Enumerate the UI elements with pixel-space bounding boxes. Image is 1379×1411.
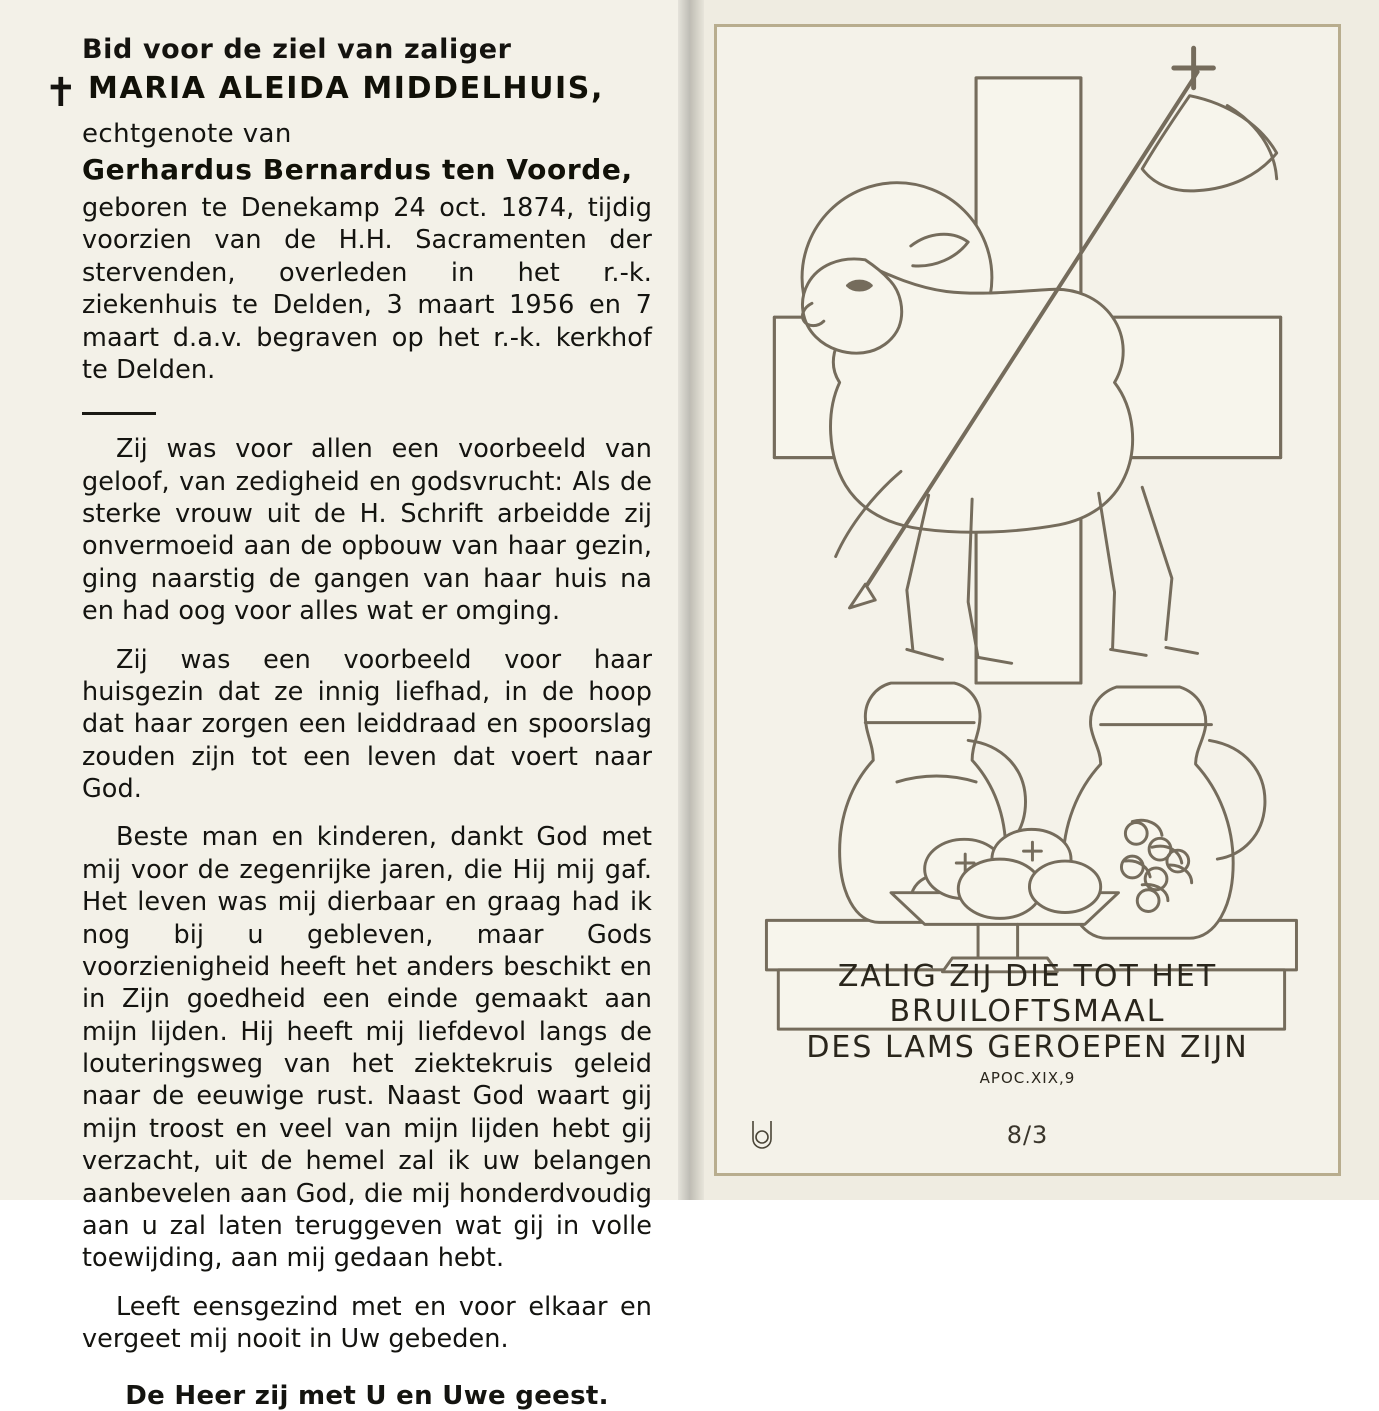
illustration-frame [714, 24, 1341, 1176]
eulogy-paragraph-2: Zij was een voorbeeld voor haar huisgezin dat ze innig liefhad, in de hoop dat haar zorgen een leiddraad en spoorslag zouden zijn tot een leven dat voert naar God. [82, 644, 652, 804]
spouse-label: echtgenote van [82, 119, 292, 149]
eulogy-paragraph-1: Zij was voor allen een voorbeeld van geloof, van zedigheid en godsvrucht: Als de sterke vrouw uit de H. Schrift arbeidde zij onvermoeid aan de opbouw van haar gezin, ging naarstig de gangen van haar huis na en had oog voor alles wat er omging. [82, 434, 652, 627]
verse-reference: APOC.XIX,9 [979, 1069, 1076, 1087]
spouse-name: Gerhardus Bernardus ten Voorde, [82, 153, 633, 186]
verse-line-3: DES LAMS GEROEPEN ZIJN [806, 1029, 1249, 1065]
eulogy-paragraph-3: Beste man en kinderen, dankt God met mij voor de zegenrijke jaren, die Hij mij gaf. Het leven was mij dierbaar en graag had ik nog bij u gebleven, maar Gods voorzienigheid heeft het anders beschikt en in Zijn goedheid een einde gemaakt aan mijn lijden. Hij heeft mij liefdevol langs de louteringsweg van het ziektekruis geleid naar de eeuwige rust. Naast God waart gij mijn troost en veel van mijn lijden hebt gij verzacht, uit de hemel zal ik uw belangen aanbevelen aan God, die mij honderdvoudig aan u zal laten teruggeven wat gij in volle toewijding, aan mij gedaan hebt. [82, 822, 652, 1274]
verse-line-2: BRUILOFTSMAAL [889, 994, 1166, 1030]
deceased-name-block [44, 71, 652, 117]
cross-icon: ✝ [44, 70, 78, 116]
footer-code: 8/3 [1006, 1121, 1049, 1149]
page-fold-shadow [690, 0, 704, 1200]
closing-line: De Heer zij met U en Uwe geest. [125, 1381, 609, 1411]
verse-block [717, 959, 1338, 1087]
biography-text: geboren te Denekamp 24 oct. 1874, tijdig voorzien van de H.H. Sacramenten der stervenden, overleden in het r.-k. ziekenhuis te Delden, 3 maart 1956 en 7 maart d.a.v. begraven op het r.-k. kerkhof te Delden. [82, 193, 652, 385]
eulogy-paragraph-4: Leeft eensgezind met en voor elkaar en vergeet mij nooit in Uw gebeden. [82, 1291, 652, 1354]
lead-line: Bid voor de ziel van zaliger [82, 34, 512, 65]
verse-line-1: ZALIG ZIJ DIE TOT HET [837, 958, 1218, 994]
divider-rule [82, 412, 156, 415]
right-page [690, 0, 1379, 1200]
deceased-name: MARIA ALEIDA MIDDELHUIS, [88, 71, 605, 106]
